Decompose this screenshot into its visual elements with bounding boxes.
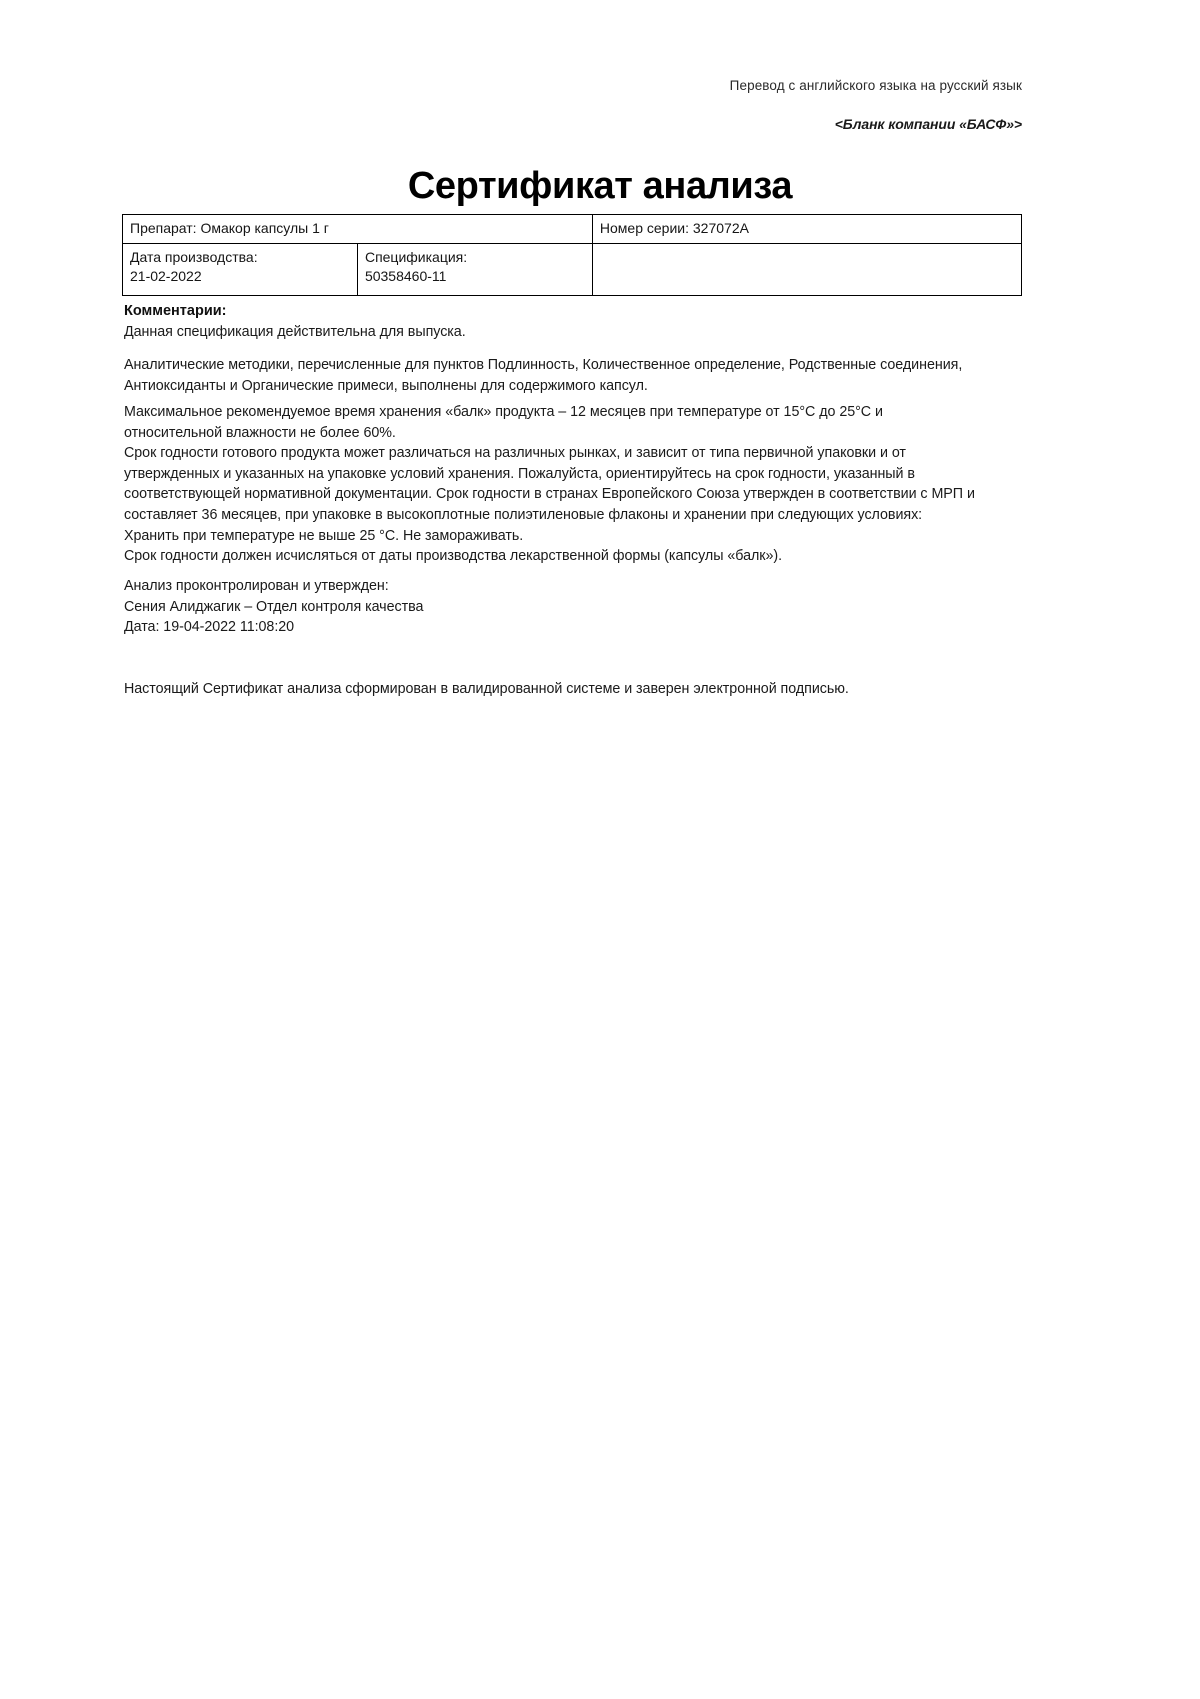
storage-line: Хранить при температуре не выше 25 °С. Не замораживать. <box>124 527 524 544</box>
batch-number-cell: Номер серии: 327072А <box>592 215 1021 244</box>
storage-line: Срок годности должен исчисляться от даты производства лекарственной формы (капсулы «балк»). <box>124 548 783 565</box>
spec-valid-paragraph <box>124 322 1064 343</box>
approver-name: Сения Алиджагик – Отдел контроля качества <box>124 598 424 615</box>
approval-block <box>124 576 1064 638</box>
methods-line: Аналитические методики, перечисленные для пунктов Подлинность, Количественное определение, Родственные соединения, <box>124 357 963 373</box>
manufacture-date-value: 21-02-2022 <box>130 267 202 284</box>
page-title: Сертификат анализа <box>407 165 793 207</box>
approval-line: Анализ проконтролирован и утвержден: <box>124 578 389 594</box>
translation-note: Перевод с английского языка на русский язык <box>729 78 1022 93</box>
empty-cell <box>592 243 1021 295</box>
storage-line: Срок годности готового продукта может различаться на различных рынках, и зависит от типа первичной упаковки и от <box>124 445 906 462</box>
specification-cell <box>357 243 592 295</box>
specification-label: Спецификация: <box>364 248 468 265</box>
product-cell: Препарат: Омакор капсулы 1 г <box>123 215 593 244</box>
header-meta <box>422 78 1022 132</box>
specification-value: 50358460-11 <box>364 267 447 284</box>
footer-statement <box>124 679 1064 700</box>
storage-line: утвержденных и указанных на упаковке условий хранения. Пожалуйста, ориентируйтесь на срок годности, указанный в <box>124 465 915 482</box>
methods-paragraph <box>124 355 1064 396</box>
approval-date: Дата: 19-04-2022 11:08:20 <box>124 619 295 636</box>
comments-heading: Комментарии: <box>124 303 227 319</box>
manufacture-date-label: Дата производства: <box>130 248 258 265</box>
table-row <box>123 215 1022 244</box>
certificate-info-table <box>122 214 1022 296</box>
storage-line: составляет 36 месяцев, при упаковке в высокоплотные полиэтиленовые флаконы и хранении при следующих условиях: <box>124 506 923 523</box>
letterhead-note: <Бланк компании «БАСФ»> <box>834 116 1022 132</box>
storage-line: Максимальное рекомендуемое время хранения «балк» продукта – 12 месяцев при температуре от 15°С до 25°С и <box>124 404 883 420</box>
storage-paragraph <box>124 402 1064 567</box>
storage-line: соответствующей нормативной документации. Срок годности в странах Европейского Союза утвержден в соответствии с МРП и <box>124 486 975 503</box>
spec-valid-line: Данная спецификация действительна для выпуска. <box>124 324 466 340</box>
footer-line: Настоящий Сертификат анализа сформирован в валидированной системе и заверен электронной подписью. <box>124 681 849 697</box>
storage-line: относительной влажности не более 60%. <box>124 424 396 441</box>
methods-line: Антиоксиданты и Органические примеси, выполнены для содержимого капсул. <box>124 377 648 394</box>
manufacture-date-cell <box>123 243 358 295</box>
table-row <box>123 243 1022 295</box>
